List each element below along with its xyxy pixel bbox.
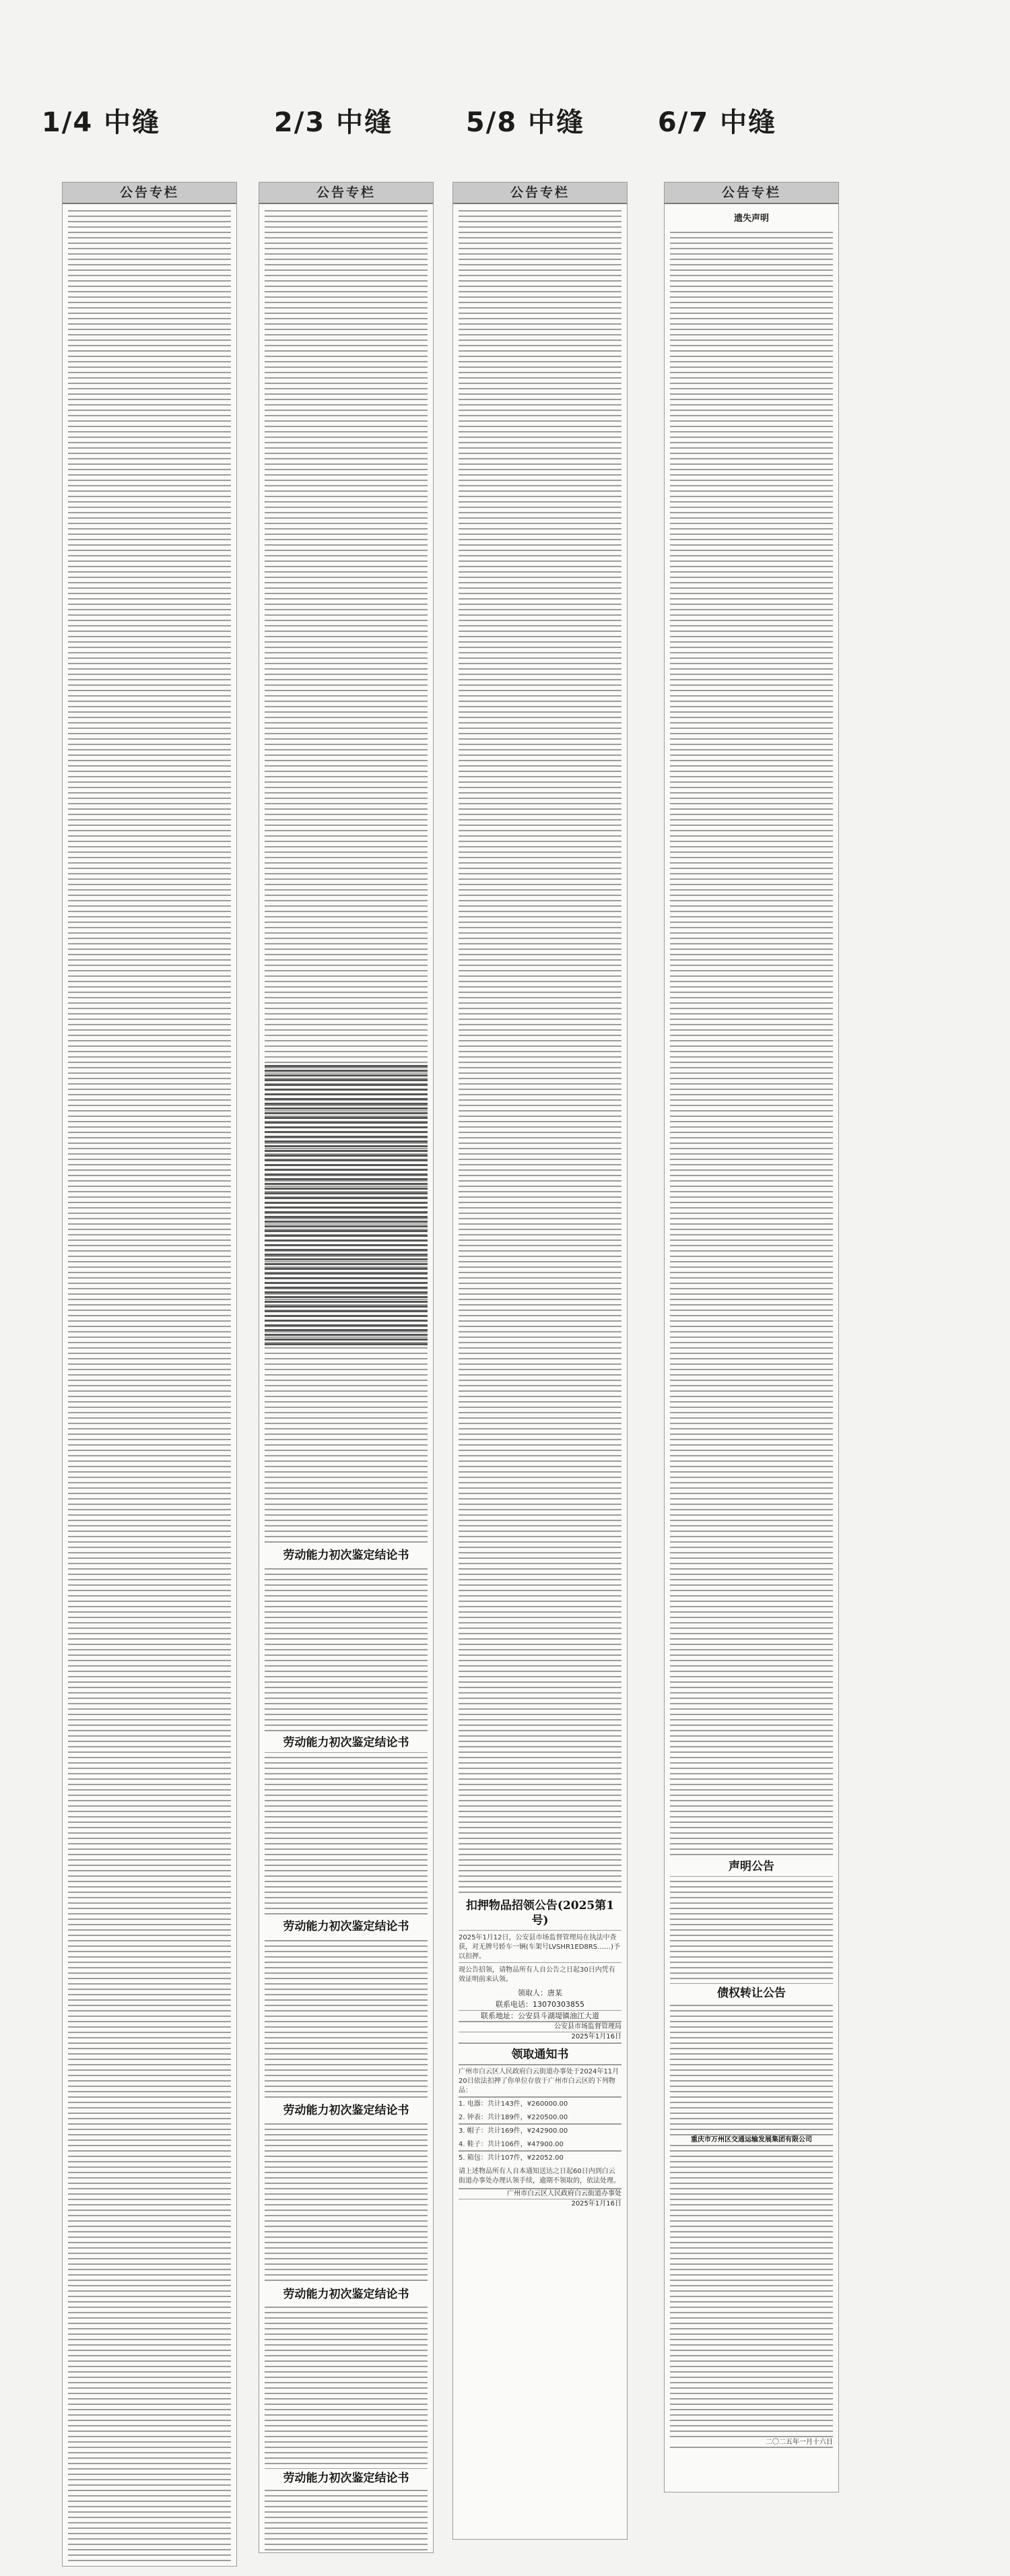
column-text — [259, 204, 433, 2553]
appraisal-conclusion-title: 劳动能力初次鉴定结论书 — [265, 1917, 428, 1936]
appraisal-conclusion-title: 劳动能力初次鉴定结论书 — [265, 2469, 428, 2488]
notice-column-1 — [62, 182, 237, 2567]
seized-item: 4. 鞋子：共计106件，¥47900.00 — [459, 2139, 621, 2150]
seizure-notice-title: 扣押物品招领公告(2025第1号) — [459, 1896, 621, 1930]
appraisal-conclusion-title: 劳动能力初次鉴定结论书 — [265, 2101, 428, 2120]
column-header-2: 2/3 中缝 — [273, 107, 393, 138]
notice-column-2 — [259, 182, 434, 2553]
column-title: 公告专栏 — [665, 183, 838, 204]
debt-transfer-title: 债权转让公告 — [670, 1984, 833, 2003]
seizure-notice-date: 2025年1月16日 — [459, 2032, 621, 2041]
collection-notice-date: 2025年1月16日 — [459, 2199, 621, 2208]
address-line: 联系地址：公安县斗湖堤镇油江大道 — [459, 2011, 621, 2021]
collection-notice-title: 领取通知书 — [459, 2045, 621, 2064]
collection-notice-intro: 广州市白云区人民政府白云街道办事处于2024年11月20日依法扣押了你单位存放于广州市白云区的下列物品： — [459, 2067, 621, 2096]
column-title: 公告专栏 — [259, 183, 433, 204]
phone-line: 联系电话：13070303855 — [459, 1999, 621, 2009]
column-header-1: 1/4 中缝 — [41, 107, 161, 138]
lost-statement-title: 遗失声明 — [670, 210, 833, 228]
collection-notice-body: 请上述物品所有人自本通知送达之日起60日内到白云街道办事处办理认领手续，逾期不领取的，依法处理。 — [459, 2166, 621, 2187]
seizure-notice-text: 2025年1月12日，公安县市场监督管理局在执法中查获，对无牌号轿车一辆(车架号LVSHR1ED8RS……)予以扣押。 — [459, 1933, 621, 1962]
seized-item: 1. 电器：共计143件，¥260000.00 — [459, 2099, 621, 2110]
column-text — [453, 204, 627, 2214]
seized-item: 3. 帽子：共计169件，¥242900.00 — [459, 2126, 621, 2137]
claimant-line: 领取人：唐某 — [459, 1988, 621, 1998]
collection-notice-signature: 广州市白云区人民政府白云街道办事处 — [459, 2189, 621, 2198]
appraisal-conclusion-title: 劳动能力初次鉴定结论书 — [265, 1546, 428, 1565]
column-header-4: 6/7 中缝 — [657, 107, 777, 138]
column-header-3: 5/8 中缝 — [465, 107, 585, 138]
statement-notice-title: 声明公告 — [670, 1857, 833, 1876]
seized-item: 5. 箱包：共计107件，¥22052.00 — [459, 2153, 621, 2164]
appraisal-conclusion-title: 劳动能力初次鉴定结论书 — [265, 2285, 428, 2304]
notice-column-4 — [664, 182, 839, 2492]
debt-transfer-company: 重庆市万州区交通运输发展集团有限公司 — [670, 2135, 833, 2145]
column-title: 公告专栏 — [63, 183, 236, 204]
column-text — [63, 204, 236, 2567]
seizure-notice-signature: 公安县市场监督管理局 — [459, 2022, 621, 2031]
notice-column-3 — [452, 182, 628, 2540]
column-footer-date: 二〇二五年一月十六日 — [670, 2438, 833, 2447]
seizure-notice-text: 现公告招领，请物品所有人自公告之日起30日内凭有效证明前来认领。 — [459, 1965, 621, 1985]
seized-item: 2. 钟表：共计189件，¥220500.00 — [459, 2113, 621, 2123]
column-text — [665, 204, 838, 2452]
column-title: 公告专栏 — [453, 183, 627, 204]
appraisal-conclusion-title: 劳动能力初次鉴定结论书 — [265, 1733, 428, 1752]
